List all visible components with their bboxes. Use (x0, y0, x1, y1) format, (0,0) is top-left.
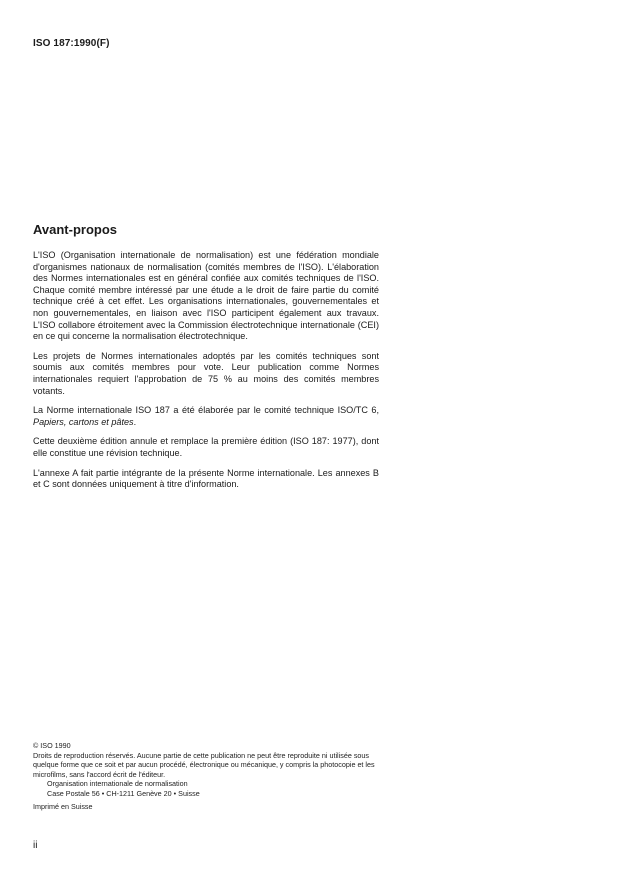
document-id: ISO 187:1990(F) (33, 38, 110, 49)
copyright-line: © ISO 1990 (33, 741, 71, 750)
rights-notice: Droits de reproduction réservés. Aucune partie de cette publication ne peut être reproduite ni utilisée sous quelque forme que ce soit et par aucun procédé, électronique ou mécanique, y compris la photocopie et les microfilms, sans l'accord écrit de l'éditeur. (33, 750, 375, 779)
section-title: Avant-propos (33, 222, 118, 237)
page-number: ii (33, 840, 38, 851)
committee-prefix: La Norme internationale ISO 187 a été élaborée par le comité technique ISO/TC 6, (33, 405, 379, 416)
paragraph-committee (33, 405, 379, 428)
paragraph-iso-intro: L'ISO (Organisation internationale de normalisation) est une fédération mondiale d'organismes nationaux de normalisation (comités membres de l'ISO). L'élaboration des Normes internationales est en général confiée aux comités techniques de l'ISO. Chaque comité membre intéressé par une étude a le droit de faire partie du comité technique créé à cet effet. Les organisations internationales, gouvernementales et non gouvernementales, en liaison avec l'ISO participent également aux travaux. L'ISO collabore étroitement avec la Commission électrotechnique internationale (CEI) en ce qui concerne la normalisation électrotechnique. (33, 250, 379, 342)
paragraph-annexes: L'annexe A fait partie intégrante de la présente Norme internationale. Les annexes B et C sont données uniquement à titre d'information. (33, 467, 379, 490)
org-address: Case Postale 56 • CH-1211 Genève 20 • Suisse (47, 788, 200, 798)
printed-in: Imprimé en Suisse (33, 801, 93, 811)
paragraph-voting: Les projets de Normes internationales adoptés par les comités techniques sont soumis aux comités membres pour vote. Leur publication comme Normes internationales requiert l'approbation de 75 % au moins des comités membres votants. (33, 350, 379, 396)
org-name: Organisation internationale de normalisation (47, 779, 188, 789)
committee-suffix: . (133, 416, 137, 427)
committee-name: Papiers, cartons et pâtes (33, 416, 134, 427)
paragraph-edition: Cette deuxième édition annule et remplace la première édition (ISO 187: 1977), dont elle constitue une révision technique. (33, 436, 379, 458)
copyright-footer (33, 741, 379, 811)
foreword-body (33, 250, 379, 499)
